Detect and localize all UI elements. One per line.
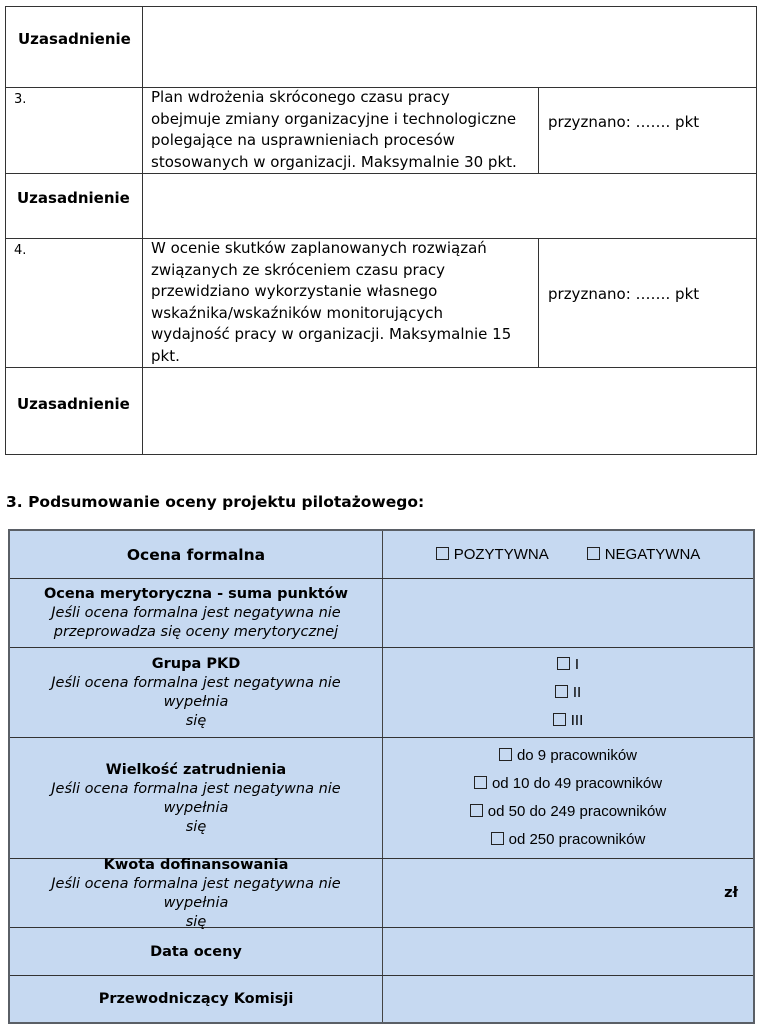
score-field[interactable]: przyznano: ……. pkt bbox=[548, 285, 700, 303]
option-label: I bbox=[574, 655, 580, 673]
employment-size-options bbox=[383, 738, 753, 858]
checkbox-pkd-2[interactable] bbox=[555, 679, 581, 707]
criterion-number: 4. bbox=[14, 243, 27, 258]
criterion-line: pkt. bbox=[151, 346, 180, 365]
score-field[interactable]: przyznano: ……. pkt bbox=[548, 113, 700, 131]
pkd-group-label-cell bbox=[10, 648, 382, 737]
funding-amount-field[interactable] bbox=[383, 859, 753, 927]
option-label: od 250 pracowników bbox=[508, 831, 646, 848]
committee-chair-label: Przewodniczący Komisji bbox=[98, 991, 294, 1007]
funding-note bbox=[10, 875, 382, 932]
option-label: POZYTYWNA bbox=[453, 545, 549, 563]
option-label: II bbox=[572, 683, 582, 701]
pkd-group-options bbox=[383, 648, 753, 737]
committee-chair-label-cell bbox=[10, 976, 382, 1022]
checkbox-icon[interactable] bbox=[499, 748, 512, 761]
note-line: Jeśli ocena formalna jest negatywna nie wypełnia bbox=[51, 780, 341, 816]
formal-assessment-options bbox=[383, 531, 753, 578]
checkbox-icon[interactable] bbox=[557, 657, 570, 670]
criterion-line: wydajność pracy w organizacji. Maksymalnie 15 bbox=[151, 325, 512, 343]
checkbox-employment-1[interactable] bbox=[499, 742, 637, 770]
assessment-date-label-cell bbox=[10, 928, 382, 975]
checkbox-icon[interactable] bbox=[553, 713, 566, 726]
checkbox-employment-3[interactable] bbox=[470, 798, 666, 826]
checkbox-icon[interactable] bbox=[491, 832, 504, 845]
justification-label: Uzasadnienie bbox=[17, 395, 130, 413]
criterion-description bbox=[151, 87, 536, 173]
employment-size-label: Wielkość zatrudnienia bbox=[105, 761, 287, 778]
justification-field[interactable] bbox=[143, 368, 757, 455]
employment-note bbox=[10, 780, 382, 837]
employment-size-label-cell bbox=[10, 738, 382, 858]
note-line: się bbox=[185, 913, 207, 930]
criterion-line: wskaźnika/wskaźników monitorujących bbox=[151, 303, 443, 322]
funding-amount-label-cell bbox=[10, 856, 382, 930]
checkbox-pkd-3[interactable] bbox=[553, 707, 584, 735]
checkbox-icon[interactable] bbox=[555, 685, 568, 698]
justification-label: Uzasadnienie bbox=[17, 189, 130, 207]
note-line: przeprowadza się oceny merytorycznej bbox=[53, 624, 339, 640]
section-title: 3. Podsumowanie oceny projektu pilotażowego: bbox=[6, 493, 425, 511]
justification-label: Uzasadnienie bbox=[18, 30, 131, 48]
criterion-line: związanych ze skróceniem czasu pracy bbox=[151, 260, 446, 279]
formal-assessment-label: Ocena formalna bbox=[126, 545, 266, 564]
criterion-line: Plan wdrożenia skróconego czasu pracy bbox=[151, 88, 450, 106]
criterion-number: 3. bbox=[14, 92, 27, 107]
criterion-line: W ocenie skutków zaplanowanych rozwiązań bbox=[151, 239, 487, 257]
checkbox-employment-4[interactable] bbox=[491, 826, 646, 854]
note-line: się bbox=[185, 713, 207, 729]
pkd-group-label: Grupa PKD bbox=[151, 656, 241, 672]
merit-assessment-label-cell bbox=[10, 579, 382, 647]
merit-score-field[interactable] bbox=[383, 579, 753, 647]
summary-table bbox=[8, 529, 755, 1024]
option-label: do 9 pracowników bbox=[516, 747, 638, 764]
criterion-line: przewidziano wykorzystanie własnego bbox=[151, 282, 438, 300]
justification-field[interactable] bbox=[143, 174, 757, 238]
note-line: się bbox=[185, 818, 207, 835]
criterion-line: obejmuje zmiany organizacyjne i technologiczne bbox=[151, 109, 517, 128]
assessment-date-field[interactable] bbox=[383, 928, 753, 975]
checkbox-icon[interactable] bbox=[470, 804, 483, 817]
criterion-line: stosowanych w organizacji. Maksymalnie 30 pkt. bbox=[151, 152, 517, 171]
checkbox-icon[interactable] bbox=[474, 776, 487, 789]
checkbox-pkd-1[interactable] bbox=[557, 651, 579, 679]
funding-amount-label: Kwota dofinansowania bbox=[103, 856, 289, 873]
checkbox-icon[interactable] bbox=[587, 547, 600, 560]
merit-assessment-label: Ocena merytoryczna - suma punktów bbox=[43, 586, 349, 602]
criterion-line: polegające na usprawnieniach procesów bbox=[151, 131, 455, 149]
checkbox-icon[interactable] bbox=[436, 547, 449, 560]
formal-assessment-label-cell bbox=[10, 531, 382, 578]
option-label: NEGATYWNA bbox=[604, 545, 701, 563]
pkd-note bbox=[10, 674, 382, 731]
committee-chair-field[interactable] bbox=[383, 976, 753, 1022]
option-label: od 10 do 49 pracowników bbox=[491, 775, 663, 792]
checkbox-employment-2[interactable] bbox=[474, 770, 662, 798]
criterion-description bbox=[151, 238, 536, 367]
column-divider bbox=[538, 87, 539, 173]
checkbox-negative[interactable] bbox=[587, 541, 701, 569]
criteria-table bbox=[5, 6, 757, 455]
note-line: Jeśli ocena formalna jest negatywna nie bbox=[51, 605, 341, 621]
currency-label: zł bbox=[724, 885, 738, 901]
merit-note bbox=[41, 604, 350, 642]
checkbox-positive[interactable] bbox=[436, 541, 549, 569]
assessment-date-label: Data oceny bbox=[150, 943, 242, 960]
option-label: od 50 do 249 pracowników bbox=[487, 803, 667, 820]
option-label: III bbox=[570, 711, 584, 729]
note-line: Jeśli ocena formalna jest negatywna nie wypełnia bbox=[51, 875, 341, 911]
justification-field[interactable] bbox=[143, 7, 757, 87]
column-divider bbox=[538, 238, 539, 367]
note-line: Jeśli ocena formalna jest negatywna nie wypełnia bbox=[51, 675, 341, 710]
